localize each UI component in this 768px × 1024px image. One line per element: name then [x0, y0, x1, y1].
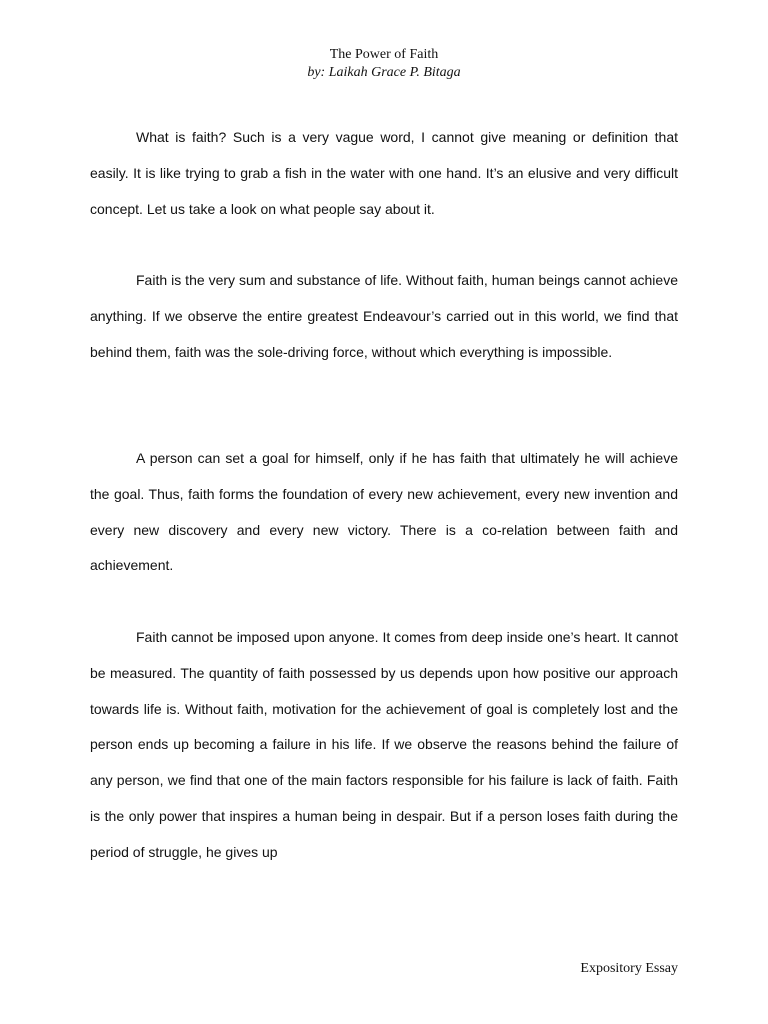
paragraph-2: Faith is the very sum and substance of life. Without faith, human beings cannot achieve anything. If we observe the entire greatest Endeavour’s carried out in this world, we find that behind them, faith was the sole-driving force, without which everything is impossible. — [90, 272, 678, 360]
page-footer: Expository Essay — [580, 961, 678, 976]
document-title: The Power of Faith — [329, 47, 439, 62]
paragraph-4: Faith cannot be imposed upon anyone. It comes from deep inside one’s heart. It cannot be measured. The quantity of faith possessed by us depends upon how positive our approach towards life is. Without faith, motivation for the achievement of goal is completely lost and the person ends up becoming a failure in his life. If we observe the reasons behind the failure of any person, we find that one of the main factors responsible for his failure is lack of faith. Faith is the only power that inspires a human being in despair. But if a person loses faith during the period of struggle, he gives up — [90, 629, 678, 860]
paragraph-3: A person can set a goal for himself, only if he has faith that ultimately he will achieve the goal. Thus, faith forms the foundation of every new achievement, every new invention and every new discovery and every new victory. There is a co-relation between faith and achievement. — [90, 450, 678, 574]
paragraph-1: What is faith? Such is a very vague word, I cannot give meaning or definition that easily. It is like trying to grab a fish in the water with one hand. It’s an elusive and very difficult concept. Let us take a look on what people say about it. — [90, 129, 678, 217]
document-byline: by: Laikah Grace P. Bitaga — [307, 65, 461, 80]
